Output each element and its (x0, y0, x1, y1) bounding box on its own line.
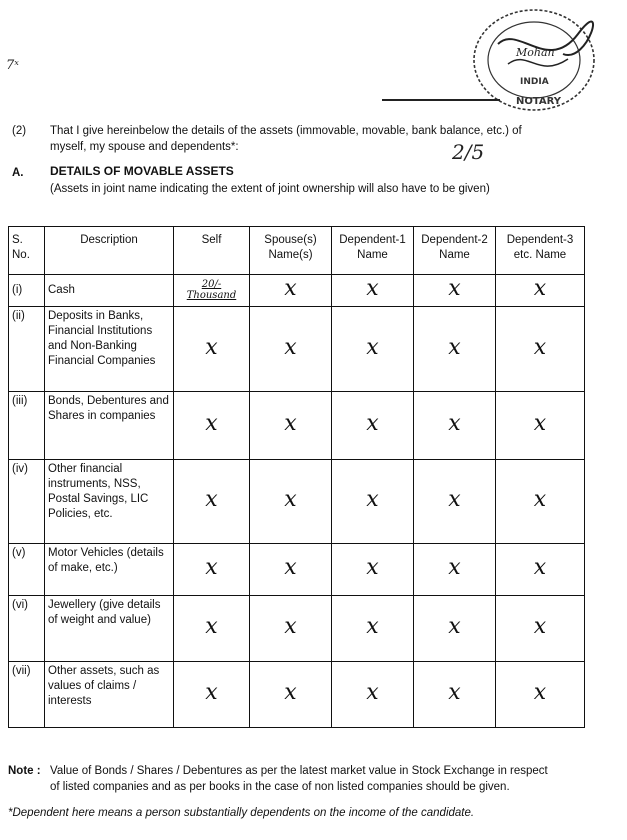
row-dep1-mark: x (332, 544, 414, 596)
table-row (9, 544, 585, 596)
note-label: Note : (8, 765, 41, 777)
corner-handwritten-mark: 7ˣ (6, 58, 19, 73)
row-dep2-mark: x (414, 460, 496, 544)
section-a-title: DETAILS OF MOVABLE ASSETS (50, 164, 234, 178)
stamp-signature: Mohan (516, 46, 555, 59)
handwritten-page-note: 2/5 (452, 140, 485, 164)
movable-assets-table (8, 226, 585, 728)
row-dep1-mark: x (332, 596, 414, 662)
header-sno: S. No. (9, 227, 45, 275)
header-dependent-2: Dependent-2 Name (414, 227, 496, 275)
header-dependent-1: Dependent-1 Name (332, 227, 414, 275)
row-description: Other financial instruments, NSS, Postal Savings, LIC Policies, etc. (45, 460, 174, 544)
row-description: Motor Vehicles (details of make, etc.) (45, 544, 174, 596)
row-spouse-mark: x (250, 544, 332, 596)
row-spouse-mark: x (250, 275, 332, 307)
row-dep1-mark: x (332, 460, 414, 544)
section-2-line2: myself, my spouse and dependents*: (50, 141, 239, 153)
row-spouse-mark: x (250, 460, 332, 544)
row-description: Deposits in Banks, Financial Institutions and Non-Banking Financial Companies (45, 307, 174, 392)
row-dep2-mark: x (414, 392, 496, 460)
row-sno: (ii) (9, 307, 45, 392)
row-description: Cash (45, 275, 174, 307)
row-spouse-mark: x (250, 307, 332, 392)
section-a-letter: A. (12, 167, 24, 179)
row-dep3-mark: x (496, 307, 585, 392)
row-dep3-mark: x (496, 596, 585, 662)
stamp-seal-icon (468, 4, 608, 112)
section-2-line1: That I give hereinbelow the details of the assets (immovable, movable, bank balance, etc.) of (50, 125, 522, 137)
stamp-underline (382, 99, 500, 101)
row-dep3-mark: x (496, 460, 585, 544)
row-dep2-mark: x (414, 662, 496, 728)
row-sno: (vii) (9, 662, 45, 728)
row-self-mark: x (174, 460, 250, 544)
table-row (9, 392, 585, 460)
row-dep2-mark: x (414, 596, 496, 662)
row-dep3-mark: x (496, 544, 585, 596)
row-self-value: 20/- Thousand (174, 275, 250, 307)
row-sno: (iii) (9, 392, 45, 460)
row-self-mark: x (174, 596, 250, 662)
header-description: Description (45, 227, 174, 275)
footnote: *Dependent here means a person substantially dependents on the income of the candidate. (8, 807, 475, 819)
row-description: Jewellery (give details of weight and value) (45, 596, 174, 662)
stamp-notary: NOTARY (516, 96, 562, 107)
section-a-subtitle: (Assets in joint name indicating the extent of joint ownership will also have to be given) (50, 183, 490, 195)
row-dep1-mark: x (332, 275, 414, 307)
row-dep1-mark: x (332, 662, 414, 728)
table-row (9, 662, 585, 728)
row-self-mark: x (174, 662, 250, 728)
note-line1: Value of Bonds / Shares / Debentures as per the latest market value in Stock Exchange in respect (50, 765, 548, 777)
table-row (9, 460, 585, 544)
table-row (9, 596, 585, 662)
row-dep3-mark: x (496, 275, 585, 307)
note-line2: of listed companies and as per books in the case of non listed companies should be given. (50, 781, 510, 793)
row-self-mark: x (174, 392, 250, 460)
row-dep2-mark: x (414, 307, 496, 392)
row-description: Other assets, such as values of claims / interests (45, 662, 174, 728)
row-dep3-mark: x (496, 392, 585, 460)
row-spouse-mark: x (250, 662, 332, 728)
row-description: Bonds, Debentures and Shares in companies (45, 392, 174, 460)
header-dependent-3: Dependent-3 etc. Name (496, 227, 585, 275)
header-spouse: Spouse(s) Name(s) (250, 227, 332, 275)
row-spouse-mark: x (250, 392, 332, 460)
table-row (9, 275, 585, 307)
notary-stamp (468, 4, 608, 112)
row-self-mark: x (174, 544, 250, 596)
row-dep3-mark: x (496, 662, 585, 728)
stamp-india: INDIA (520, 77, 549, 87)
row-self-mark: x (174, 307, 250, 392)
row-dep2-mark: x (414, 544, 496, 596)
section-2-number: (2) (12, 125, 27, 137)
row-dep1-mark: x (332, 307, 414, 392)
row-spouse-mark: x (250, 596, 332, 662)
row-sno: (i) (9, 275, 45, 307)
row-sno: (iv) (9, 460, 45, 544)
table-row (9, 307, 585, 392)
table-header-row (9, 227, 585, 275)
row-sno: (vi) (9, 596, 45, 662)
row-dep1-mark: x (332, 392, 414, 460)
header-self: Self (174, 227, 250, 275)
row-dep2-mark: x (414, 275, 496, 307)
row-sno: (v) (9, 544, 45, 596)
